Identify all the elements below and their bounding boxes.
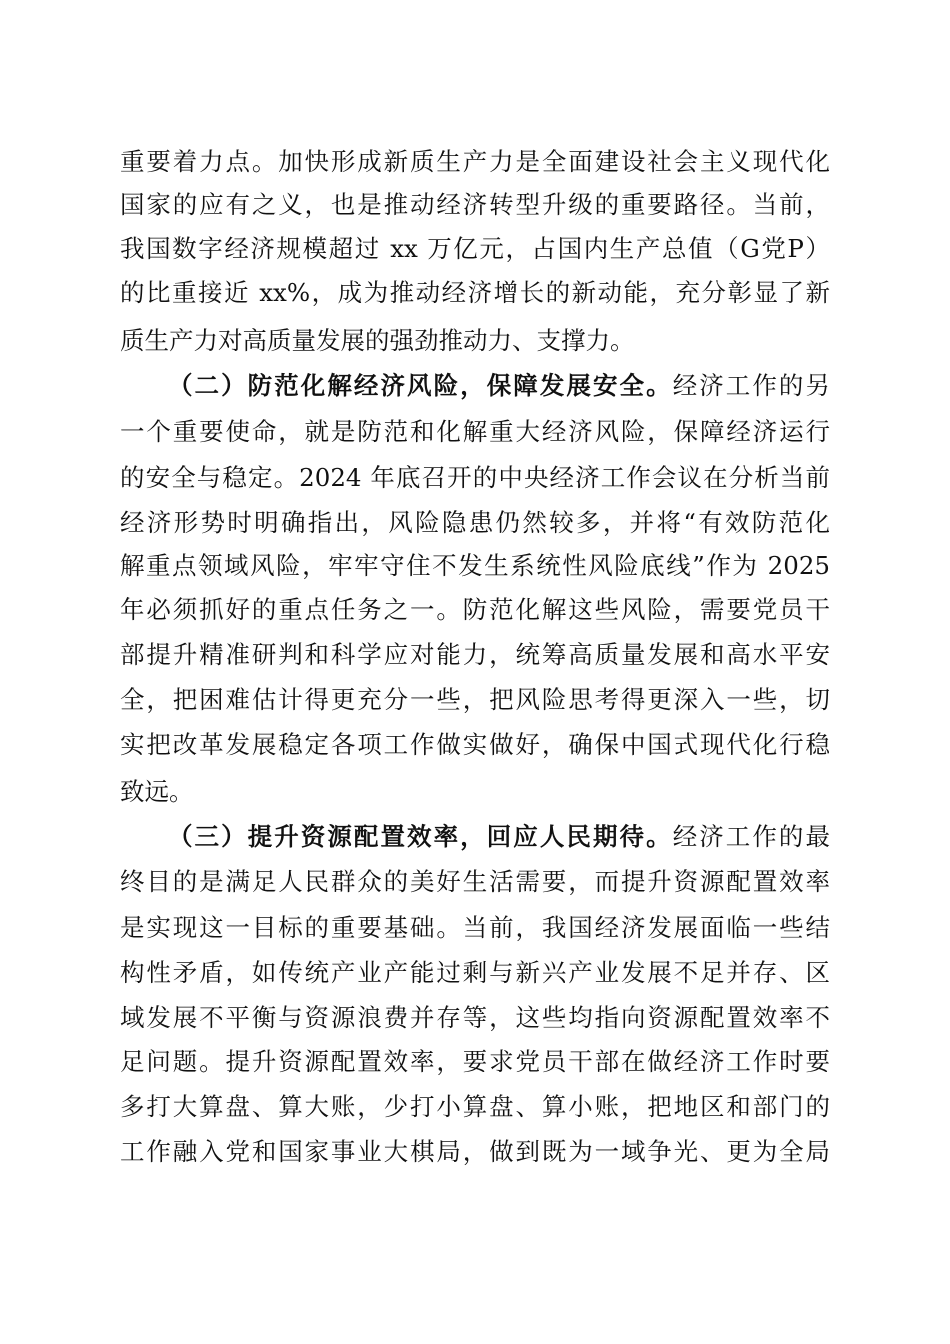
paragraph-1-line-1: 重要着力点。加快形成新质生产力是全面建设社会主义现代化	[120, 147, 830, 176]
paragraph-3-line-8: 工作融入党和国家事业大棋局，做到既为一域争光、更为全局	[120, 1137, 830, 1166]
paragraph-2-line-8: 全，把困难估计得更充分一些，把风险思考得更深入一些，切	[120, 685, 830, 714]
paragraph-2-heading: （二）防范化解经济风险，保障发展安全。	[168, 371, 673, 400]
paragraph-2-line-6: 年必须抓好的重点任务之一。防范化解这些风险，需要党员干	[120, 595, 830, 624]
paragraph-1-line-4: 的比重接近 xx%，成为推动经济增长的新动能，充分彰显了新	[120, 278, 830, 307]
paragraph-1-line-5: 质生产力对高质量发展的强劲推动力、支撑力。	[120, 326, 635, 355]
paragraph-3-line-6: 足问题。提升资源配置效率，要求党员干部在做经济工作时要	[120, 1047, 830, 1076]
paragraph-3-line-1	[168, 817, 830, 857]
paragraph-2-line-7: 部提升精准研判和科学应对能力，统筹高质量发展和高水平安	[120, 640, 830, 669]
paragraph-3-line-7: 多打大算盘、算大账，少打小算盘、算小账，把地区和部门的	[120, 1092, 830, 1121]
paragraph-3-line-5: 域发展不平衡与资源浪费并存等，这些均指向资源配置效率不	[120, 1003, 830, 1032]
paragraph-2-line-3: 的安全与稳定。2024 年底召开的中央经济工作会议在分析当前	[120, 463, 830, 492]
paragraph-2-line-9: 实把改革发展稳定各项工作做实做好，确保中国式现代化行稳	[120, 730, 830, 759]
paragraph-3-line-4: 构性矛盾，如传统产业产能过剩与新兴产业发展不足并存、区	[120, 958, 830, 987]
paragraph-2-line-5: 解重点领域风险，牢牢守住不发生系统性风险底线”作为 2025	[120, 551, 830, 580]
paragraph-2-line-1-text: 经济工作的另	[672, 371, 830, 400]
paragraph-2-line-10: 致远。	[120, 777, 194, 806]
paragraph-1-line-3: 我国数字经济规模超过 xx 万亿元，占国内生产总值（G党P）	[120, 234, 830, 263]
paragraph-3-line-1-text: 经济工作的最	[672, 822, 830, 851]
paragraph-3-heading: （三）提升资源配置效率，回应人民期待。	[168, 822, 673, 851]
paragraph-3-line-2: 终目的是满足人民群众的美好生活需要，而提升资源配置效率	[120, 867, 830, 896]
paragraph-3-line-3: 是实现这一目标的重要基础。当前，我国经济发展面临一些结	[120, 913, 830, 942]
paragraph-2-line-4: 经济形势时明确指出，风险隐患仍然较多，并将“有效防范化	[120, 508, 830, 537]
paragraph-2-line-1	[168, 366, 830, 406]
paragraph-1-line-2: 国家的应有之义，也是推动经济转型升级的重要路径。当前，	[120, 190, 830, 219]
paragraph-2-line-2: 一个重要使命，就是防范和化解重大经济风险，保障经济运行	[120, 417, 830, 446]
